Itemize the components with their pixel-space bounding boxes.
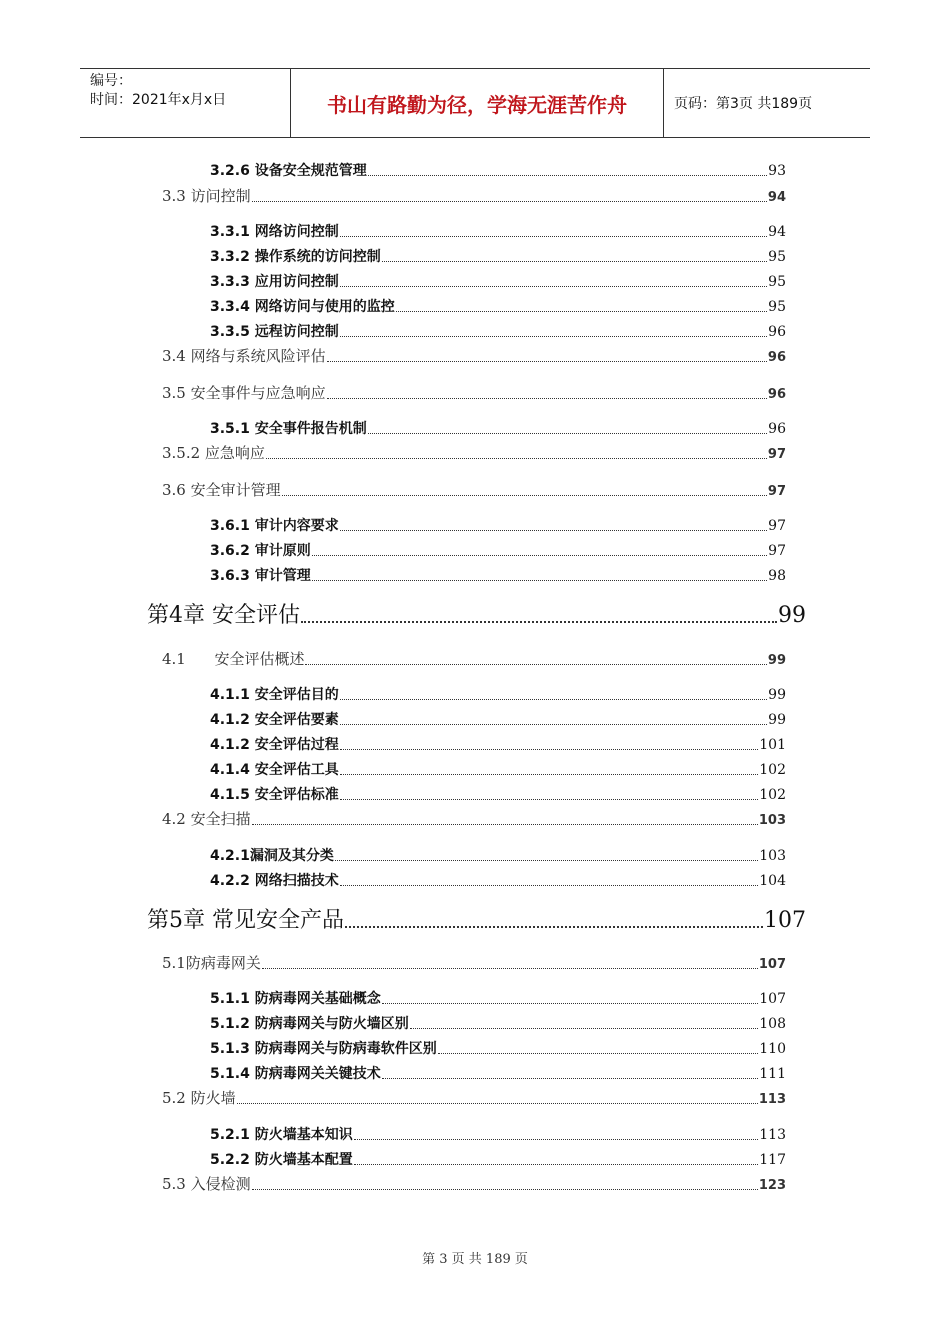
toc-entry-page: 102: [759, 762, 786, 778]
toc-entry[interactable]: [210, 565, 786, 585]
document-date-label: 时间：2021年x月x日: [90, 92, 227, 108]
toc-entry-page: 111: [759, 1066, 786, 1082]
toc-leader-dots: [252, 824, 758, 825]
toc-entry-page: 99: [768, 712, 786, 728]
toc-entry-page: 95: [768, 249, 786, 265]
toc-entry[interactable]: [210, 684, 786, 704]
toc-entry-title: 3.5 安全事件与应急响应: [162, 384, 326, 402]
toc-entry-page: 93: [768, 163, 786, 179]
toc-entry[interactable]: [210, 1063, 786, 1083]
toc-leader-dots: [266, 458, 767, 459]
toc-leader-dots: [345, 926, 763, 928]
toc-entry-title: 3.3.1 网络访问控制: [210, 224, 339, 240]
toc-entry-page: 99: [778, 603, 806, 628]
toc-leader-dots: [340, 724, 767, 725]
toc-entry-title: 4.1.4 安全评估工具: [210, 762, 339, 778]
toc-entry[interactable]: [210, 784, 786, 804]
toc-entry-title: 3.4 网络与系统风险评估: [162, 347, 326, 365]
toc-entry-page: 97: [768, 518, 786, 534]
toc-leader-dots: [396, 311, 767, 312]
toc-entry[interactable]: [210, 1013, 786, 1033]
toc-leader-dots: [282, 495, 767, 496]
toc-entry-page: 102: [759, 787, 786, 803]
toc-leader-dots: [368, 433, 767, 434]
toc-entry-page: 97: [767, 484, 786, 499]
toc-entry[interactable]: [210, 418, 786, 438]
toc-entry-page: 123: [758, 1178, 786, 1193]
toc-entry[interactable]: [210, 540, 786, 560]
toc-leader-dots: [252, 201, 767, 202]
toc-entry-title: 3.5.2 应急响应: [162, 444, 265, 462]
toc-entry-page: 99: [768, 687, 786, 703]
toc-leader-dots: [340, 699, 767, 700]
toc-leader-dots: [340, 530, 767, 531]
toc-entry-title: 3.6.1 审计内容要求: [210, 518, 339, 534]
toc-leader-dots: [262, 968, 758, 969]
toc-entry-title: 3.3.4 网络访问与使用的监控: [210, 299, 395, 315]
toc-leader-dots: [438, 1053, 759, 1054]
toc-entry-page: 97: [767, 447, 786, 462]
page-footer: 第 3 页 共 189 页: [422, 1252, 528, 1267]
toc-leader-dots: [340, 885, 759, 886]
toc-entry[interactable]: [162, 1173, 786, 1194]
header-motto: 书山有路勤为径，学海无涯苦作舟: [291, 69, 664, 137]
toc-leader-dots: [382, 1003, 759, 1004]
document-number-label: 编号：: [90, 73, 132, 89]
toc-entry[interactable]: [162, 345, 786, 366]
toc-entry-title: 3.6.3 审计管理: [210, 568, 311, 584]
toc-entry[interactable]: [162, 442, 786, 463]
toc-leader-dots: [340, 336, 767, 337]
toc-leader-dots: [312, 580, 767, 581]
toc-entry-title: 3.3.2 操作系统的访问控制: [210, 249, 381, 265]
toc-entry[interactable]: [210, 1124, 786, 1144]
toc-entry[interactable]: [210, 870, 786, 890]
toc-entry-title: 第4章 安全评估: [147, 603, 300, 628]
toc-entry-page: 96: [768, 324, 786, 340]
toc-leader-dots: [368, 175, 767, 176]
toc-leader-dots: [252, 1189, 758, 1190]
toc-entry-page: 97: [768, 543, 786, 559]
toc-entry-page: 94: [768, 224, 786, 240]
toc-leader-dots: [340, 749, 759, 750]
toc-entry[interactable]: [210, 321, 786, 341]
toc-leader-dots: [354, 1139, 759, 1140]
toc-leader-dots: [301, 621, 777, 623]
toc-entry-title: 3.6 安全审计管理: [162, 481, 281, 499]
toc-leader-dots: [340, 799, 759, 800]
toc-entry[interactable]: [210, 845, 786, 865]
toc-entry-title: 4.2.1漏洞及其分类: [210, 848, 334, 864]
toc-leader-dots: [237, 1103, 758, 1104]
toc-entry-title: 4.1.1 安全评估目的: [210, 687, 339, 703]
toc-entry-title: 5.2.2 防火墙基本配置: [210, 1152, 353, 1168]
toc-entry-page: 107: [764, 908, 806, 933]
toc-entry[interactable]: [210, 246, 786, 266]
toc-entry-title: 5.2 防火墙: [162, 1089, 236, 1107]
toc-entry-page: 103: [759, 848, 786, 864]
toc-leader-dots: [354, 1164, 759, 1165]
toc-entry[interactable]: [210, 709, 786, 729]
toc-entry[interactable]: [210, 1149, 786, 1169]
toc-entry[interactable]: [210, 221, 786, 241]
toc-entry-page: 103: [758, 813, 786, 828]
toc-leader-dots: [305, 664, 766, 665]
toc-leader-dots: [335, 860, 758, 861]
toc-entry[interactable]: [210, 515, 786, 535]
toc-entry-title: 5.1.1 防病毒网关基础概念: [210, 991, 381, 1007]
toc-entry-page: 104: [759, 873, 786, 889]
toc-entry-page: 95: [768, 299, 786, 315]
toc-leader-dots: [382, 261, 767, 262]
toc-entry-title: 4.1.2 安全评估要素: [210, 712, 339, 728]
toc-entry-page: 96: [767, 387, 786, 402]
toc-entry-title: 4.1.2 安全评估过程: [210, 737, 339, 753]
toc-leader-dots: [340, 774, 759, 775]
toc-entry-title: 3.3.5 远程访问控制: [210, 324, 339, 340]
toc-entry-title: 3.3 访问控制: [162, 187, 251, 205]
toc-entry-page: 96: [767, 350, 786, 365]
toc-entry-title: 4.2.2 网络扫描技术: [210, 873, 339, 889]
toc-entry-title: 5.1.4 防病毒网关关键技术: [210, 1066, 381, 1082]
toc-entry-page: 101: [759, 737, 786, 753]
toc-entry-page: 94: [767, 190, 786, 205]
toc-entry-title: 第5章 常见安全产品: [147, 908, 344, 933]
toc-entry-title: 5.2.1 防火墙基本知识: [210, 1127, 353, 1143]
toc-entry[interactable]: [210, 271, 786, 291]
toc-entry-page: 107: [758, 957, 786, 972]
toc-entry[interactable]: [147, 903, 806, 934]
toc-entry[interactable]: [162, 808, 786, 829]
toc-entry[interactable]: [162, 382, 786, 403]
toc-entry[interactable]: [210, 988, 786, 1008]
toc-entry[interactable]: [147, 598, 806, 629]
toc-entry[interactable]: [210, 296, 786, 316]
toc-entry-page: 95: [768, 274, 786, 290]
toc-entry-page: 117: [759, 1152, 786, 1168]
toc-entry-page: 113: [758, 1092, 786, 1107]
toc-entry-page: 99: [767, 653, 786, 668]
toc-entry[interactable]: [210, 160, 786, 180]
toc-entry-page: 96: [768, 421, 786, 437]
toc-leader-dots: [327, 398, 767, 399]
toc-entry-title: 4.2 安全扫描: [162, 810, 251, 828]
toc-entry-page: 113: [759, 1127, 786, 1143]
toc-entry-title: 3.6.2 审计原则: [210, 543, 311, 559]
toc-leader-dots: [312, 555, 767, 556]
toc-entry-title: 5.3 入侵检测: [162, 1175, 251, 1193]
toc-entry-page: 108: [759, 1016, 786, 1032]
toc-entry[interactable]: [210, 1038, 786, 1058]
toc-entry[interactable]: [162, 952, 786, 973]
toc-entry-title: 5.1.3 防病毒网关与防病毒软件区别: [210, 1041, 437, 1057]
toc-entry-page: 110: [759, 1041, 786, 1057]
toc-entry-title: 5.1.2 防病毒网关与防火墙区别: [210, 1016, 409, 1032]
toc-entry[interactable]: [162, 648, 786, 669]
toc-entry-title: 5.1防病毒网关: [162, 954, 261, 972]
header-page-info: 页码：第3页 共189页: [674, 96, 813, 112]
toc-entry[interactable]: [162, 185, 786, 206]
toc-entry-title: 3.5.1 安全事件报告机制: [210, 421, 367, 437]
toc-entry-page: 107: [759, 991, 786, 1007]
toc-entry[interactable]: [162, 1087, 786, 1108]
toc-entry[interactable]: [162, 479, 786, 500]
toc-entry-page: 98: [768, 568, 786, 584]
toc-leader-dots: [340, 236, 767, 237]
toc-leader-dots: [327, 361, 767, 362]
toc-leader-dots: [382, 1078, 759, 1079]
toc-entry-title: 3.2.6 设备安全规范管理: [210, 163, 367, 179]
toc-entry-title: 4.1.5 安全评估标准: [210, 787, 339, 803]
toc-entry[interactable]: [210, 734, 786, 754]
toc-leader-dots: [410, 1028, 759, 1029]
toc-leader-dots: [340, 286, 767, 287]
toc-entry-title: 4.1 安全评估概述: [162, 650, 305, 668]
toc-entry-title: 3.3.3 应用访问控制: [210, 274, 339, 290]
toc-entry[interactable]: [210, 759, 786, 779]
